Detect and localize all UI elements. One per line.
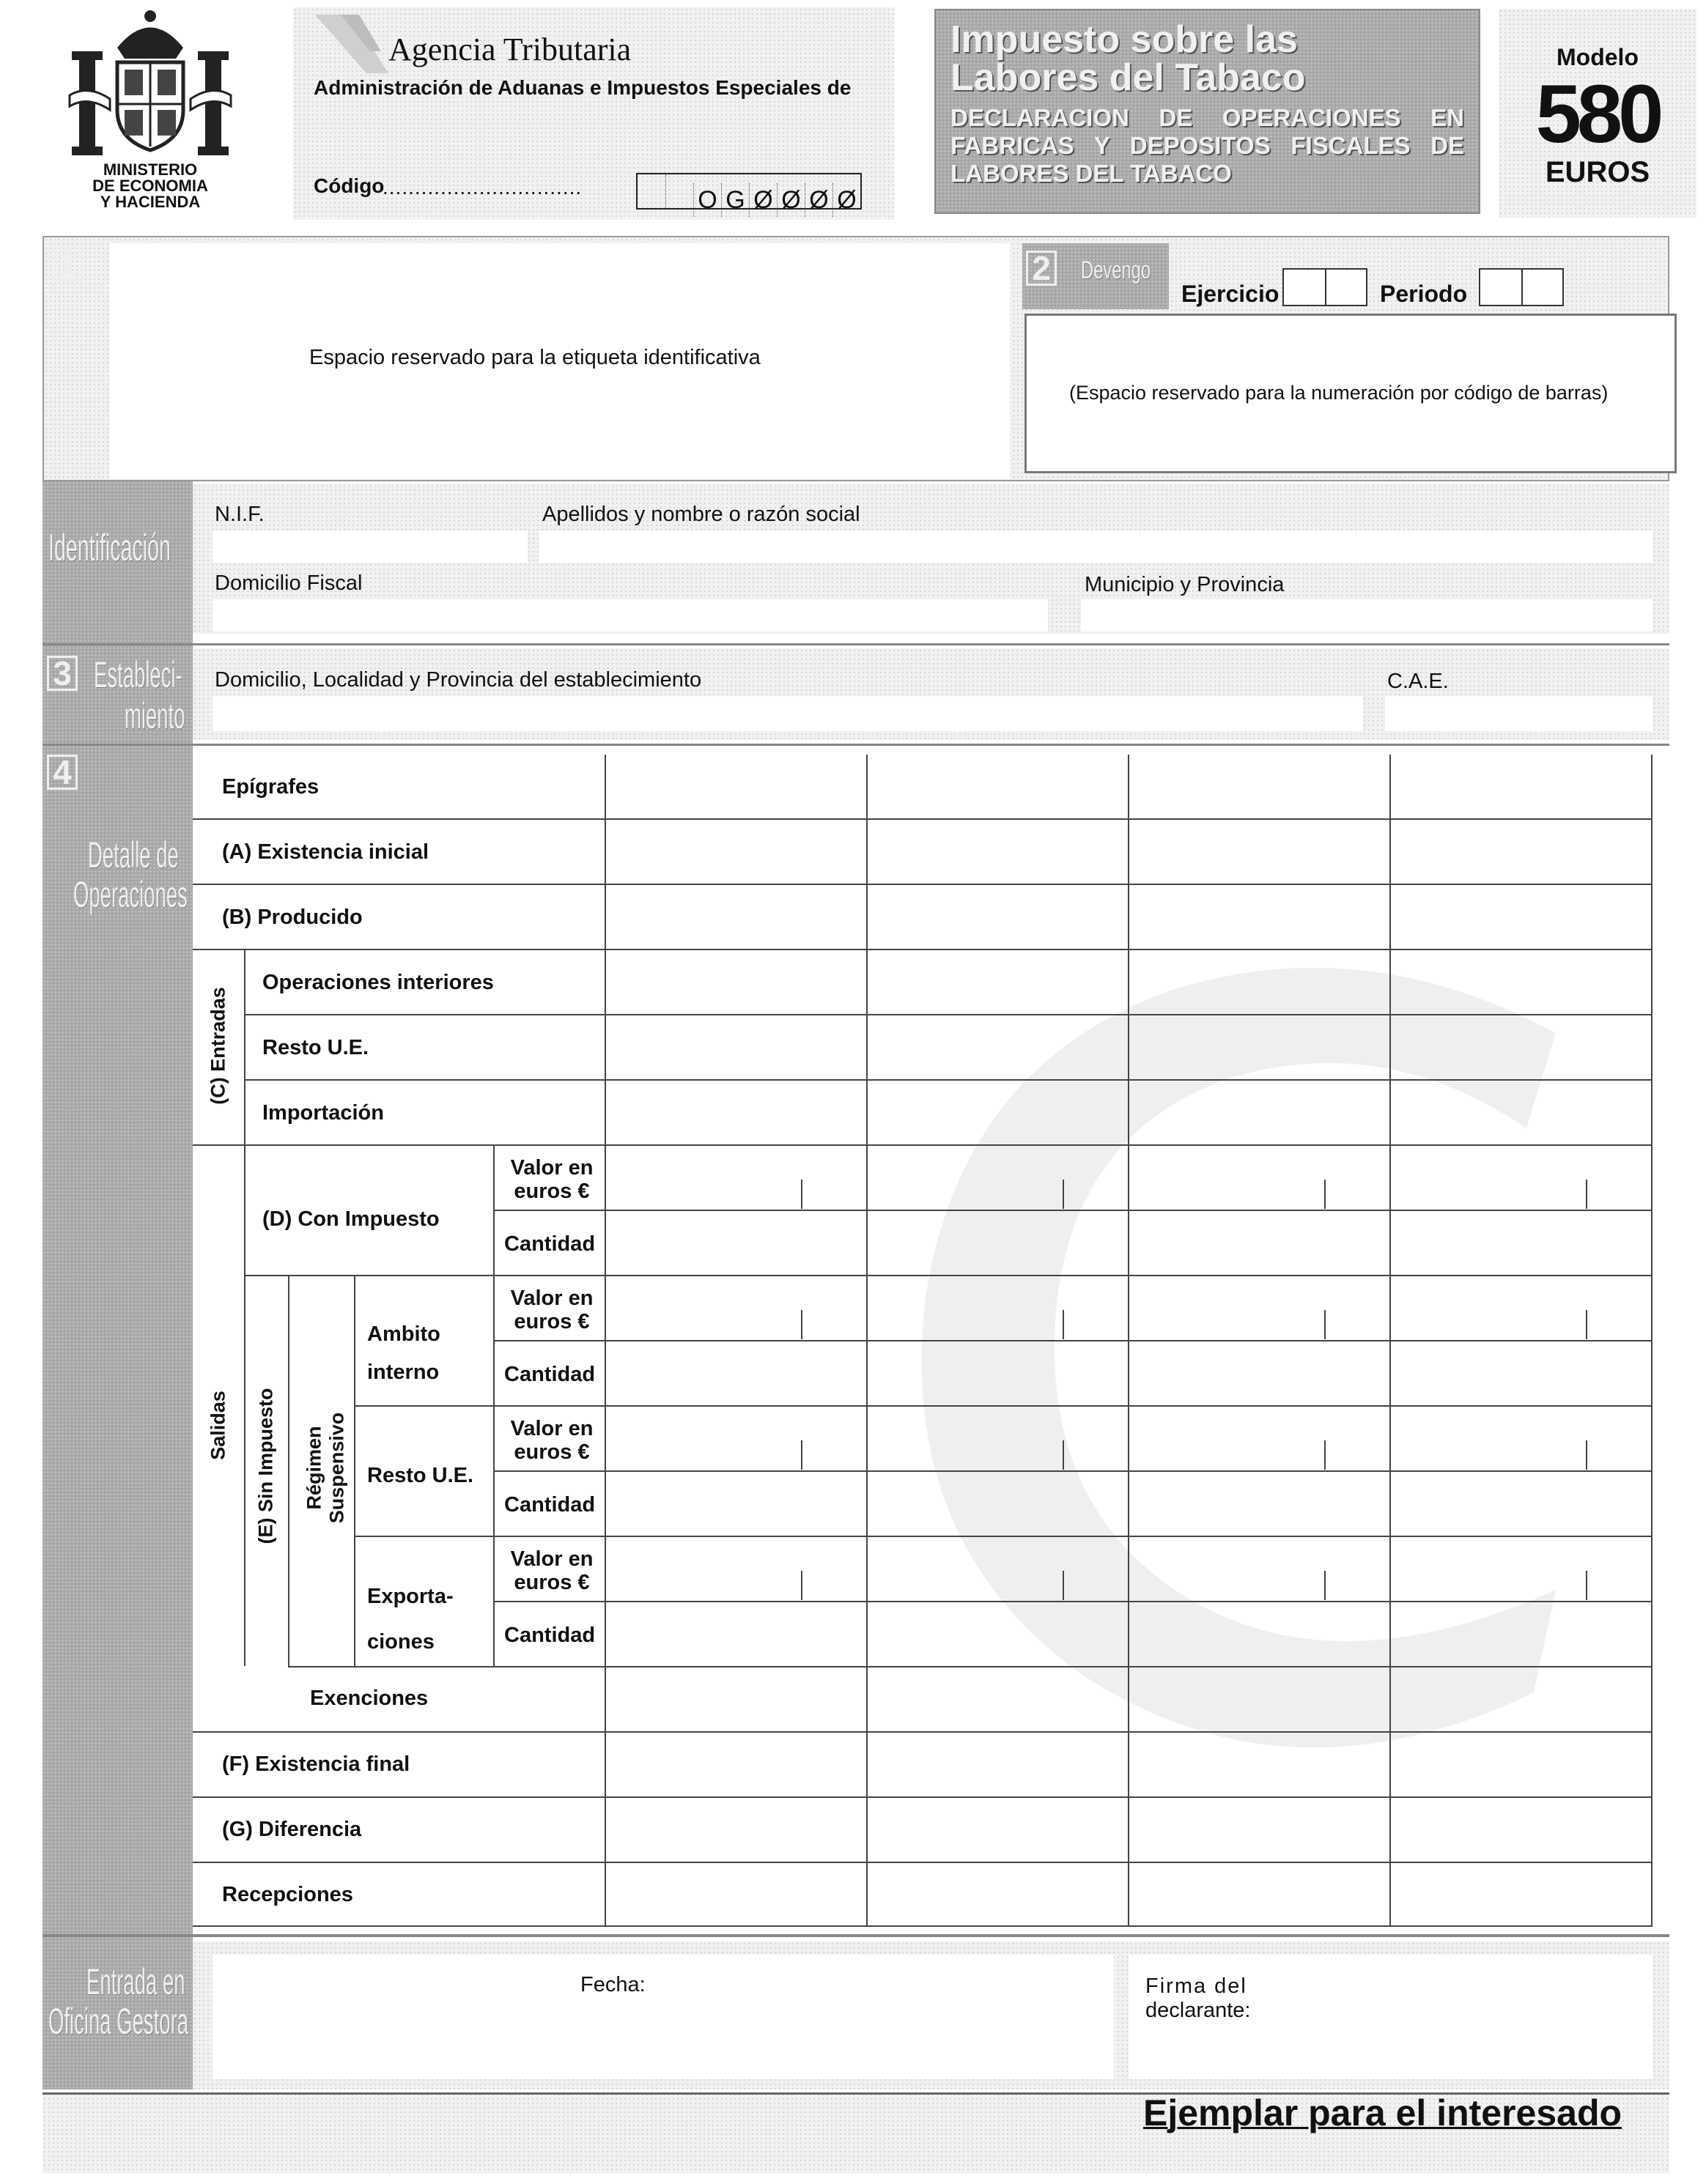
nif-label: N.I.F. <box>215 503 265 526</box>
section2-number: 2 <box>1026 251 1057 286</box>
group-suspensivo: Suspensivo <box>325 1412 348 1524</box>
row-diferencia: (G) Diferencia <box>222 1818 362 1841</box>
valor-label: Valor en euros € <box>510 1547 594 1594</box>
decimal-tick <box>1063 1310 1064 1339</box>
row-line <box>354 1405 1653 1407</box>
decimal-tick <box>1324 1180 1326 1209</box>
decimal-tick <box>801 1310 802 1339</box>
section4-side-label-2: Operaciones <box>73 874 188 915</box>
ejercicio-label: Ejercicio <box>1181 281 1280 307</box>
form-title-line2: Labores del Tabaco <box>950 56 1306 99</box>
cae-label: C.A.E. <box>1387 670 1449 693</box>
row-line <box>193 949 1653 950</box>
decimal-tick <box>1063 1571 1064 1600</box>
section3-side-label-2: miento <box>125 695 185 736</box>
row-producido: (B) Producido <box>222 906 363 929</box>
codigo-dots: ............................... <box>383 176 583 199</box>
row-recepciones: Recepciones <box>222 1883 353 1906</box>
establecimiento-input[interactable] <box>213 696 1363 731</box>
epigrafe-input[interactable] <box>1131 758 1387 816</box>
codigo-cell: Ø <box>749 183 777 217</box>
decimal-tick <box>1324 1571 1326 1600</box>
domicilio-label: Domicilio Fiscal <box>215 571 363 595</box>
row-ambito: Ambito interno <box>367 1322 440 1384</box>
identificacion-side-label: Identificación <box>48 527 171 569</box>
section3-side-label-1: Estableci- <box>94 654 182 695</box>
row-line <box>244 1079 1653 1081</box>
codigo-cell: Ø <box>805 183 832 217</box>
row-con-impuesto: (D) Con Impuesto <box>262 1207 440 1231</box>
firma-label: Firma del declarante: <box>1145 1974 1251 2022</box>
modelo-label: Modelo <box>1557 44 1639 70</box>
row-epigrafes: Epígrafes <box>222 775 320 799</box>
decimal-tick <box>1586 1440 1587 1470</box>
row-line <box>193 1731 1653 1733</box>
group-line <box>493 1275 495 1666</box>
codigo-cell: G <box>721 183 749 217</box>
row-operaciones-interiores: Operaciones interiores <box>262 971 494 994</box>
decimal-tick <box>1586 1310 1587 1339</box>
barcode-space <box>1024 314 1677 473</box>
epigrafe-input[interactable] <box>1392 758 1649 816</box>
row-line <box>193 884 1653 885</box>
row-line <box>288 1666 1653 1667</box>
row-line <box>493 1601 1653 1602</box>
section2-title: Devengo <box>1081 256 1151 284</box>
valor-label: Valor en euros € <box>510 1417 594 1464</box>
ministry-logo <box>66 7 235 209</box>
cantidad-label: Cantidad <box>504 1232 596 1256</box>
entrada-side-label-2: Oficina Gestora <box>48 2001 189 2042</box>
periodo-label: Periodo <box>1380 281 1468 307</box>
codigo-cell: O <box>693 183 721 217</box>
row-exenciones: Exenciones <box>310 1687 429 1710</box>
establecimiento-label: Domicilio, Localidad y Provincia del establecimiento <box>215 668 702 692</box>
agency-subtitle: Administración de Aduanas e Impuestos Especiales de <box>314 76 852 99</box>
decimal-tick <box>1324 1310 1326 1339</box>
decimal-tick <box>801 1440 802 1470</box>
decimal-tick <box>1063 1440 1064 1470</box>
municipio-input[interactable] <box>1081 599 1653 632</box>
watermark-euro-icon <box>706 886 1658 1839</box>
codigo-cell: Ø <box>777 183 805 217</box>
row-line <box>354 1536 1653 1537</box>
row-line <box>193 1862 1653 1863</box>
form-title-line1: Impuesto sobre las <box>950 18 1298 61</box>
codigo-cell: Ø <box>832 183 860 217</box>
modelo-number: 580 <box>1535 68 1660 160</box>
group-regimen: Régimen <box>303 1426 325 1510</box>
row-line <box>493 1470 1653 1472</box>
row-importacion: Importación <box>262 1101 384 1125</box>
codigo-cell <box>638 174 665 208</box>
group-sin-impuesto: (E) Sin Impuesto <box>254 1388 277 1544</box>
section3-number: 3 <box>47 656 78 691</box>
currency-label: EUROS <box>1545 156 1650 188</box>
group-entradas: (C) Entradas <box>207 987 229 1105</box>
epigrafe-input[interactable] <box>869 758 1126 816</box>
nif-input[interactable] <box>213 530 528 563</box>
row-line <box>193 1925 1653 1927</box>
coat-of-arms-icon <box>66 7 235 161</box>
group-line <box>493 1144 495 1275</box>
ejercicio-input[interactable] <box>1282 268 1367 306</box>
row-line <box>244 1014 1653 1015</box>
group-line <box>244 949 245 1666</box>
ministry-name: MINISTERIO DE ECONOMIA Y HACIENDA <box>92 160 208 211</box>
copy-label: Ejemplar para el interesado <box>1143 2092 1622 2133</box>
label-space <box>110 243 1010 479</box>
epigrafe-input[interactable] <box>608 758 864 816</box>
row-line <box>493 1340 1653 1341</box>
label-space-text: Espacio reservado para la etiqueta identificativa <box>309 346 761 369</box>
decimal-tick <box>1324 1440 1326 1470</box>
cantidad-label: Cantidad <box>504 1363 596 1386</box>
group-line <box>354 1275 355 1666</box>
name-input[interactable] <box>539 530 1653 563</box>
row-existencia-final: (F) Existencia final <box>222 1752 410 1776</box>
row-exportaciones: Exporta- ciones <box>367 1585 454 1654</box>
fecha-label: Fecha: <box>580 1973 646 1996</box>
codigo-label: Código <box>314 174 385 197</box>
row-line <box>244 1275 1653 1276</box>
codigo-field[interactable] <box>636 173 862 214</box>
left-side-band <box>43 236 193 2089</box>
row-line <box>193 1144 1653 1146</box>
decimal-tick <box>801 1571 802 1600</box>
decimal-tick <box>1063 1180 1064 1209</box>
form-subtitle: DECLARACION DE OPERACIONES EN FABRICAS Y DEPOSITOS FISCALES DE LABORES DEL TABACO <box>950 104 1464 187</box>
entrada-side-label-1: Entrada en <box>86 1961 185 2002</box>
section1-number: 1 <box>53 246 84 281</box>
section4-side-label-1: Detalle de <box>88 834 179 876</box>
cantidad-label: Cantidad <box>504 1624 596 1647</box>
cae-input[interactable] <box>1385 696 1653 731</box>
row-resto-ue-salidas: Resto U.E. <box>367 1464 474 1487</box>
row-line <box>193 818 1653 820</box>
form-title-block <box>934 9 1480 214</box>
domicilio-input[interactable] <box>213 599 1048 632</box>
section4-bottom-divider <box>43 1934 1669 1937</box>
codigo-cell <box>665 174 693 208</box>
operations-table <box>193 755 1669 1927</box>
section4-divider <box>43 744 1669 746</box>
section3-divider <box>43 643 1669 645</box>
group-line <box>288 1275 289 1666</box>
row-line <box>493 1210 1653 1211</box>
section4-number: 4 <box>47 755 78 790</box>
name-label: Apellidos y nombre o razón social <box>542 503 860 526</box>
group-salidas: Salidas <box>207 1391 229 1460</box>
barcode-space-text: (Espacio reservado para la numeración por código de barras) <box>1069 382 1609 404</box>
valor-label: Valor en euros € <box>510 1156 594 1203</box>
decimal-tick <box>1586 1571 1587 1600</box>
row-line <box>193 1796 1653 1798</box>
row-resto-ue: Resto U.E. <box>262 1036 369 1059</box>
modelo-block <box>1499 9 1696 218</box>
fecha-area[interactable] <box>213 1955 1114 2079</box>
cantidad-label: Cantidad <box>504 1493 596 1517</box>
agency-logo-icon <box>315 15 388 73</box>
agency-name: Agencia Tributaria <box>388 32 632 67</box>
valor-label: Valor en euros € <box>510 1287 594 1333</box>
decimal-tick <box>1586 1180 1587 1209</box>
decimal-tick <box>801 1180 802 1209</box>
municipio-label: Municipio y Provincia <box>1085 573 1285 596</box>
periodo-input[interactable] <box>1479 268 1564 306</box>
row-existencia-inicial: (A) Existencia inicial <box>222 840 429 864</box>
